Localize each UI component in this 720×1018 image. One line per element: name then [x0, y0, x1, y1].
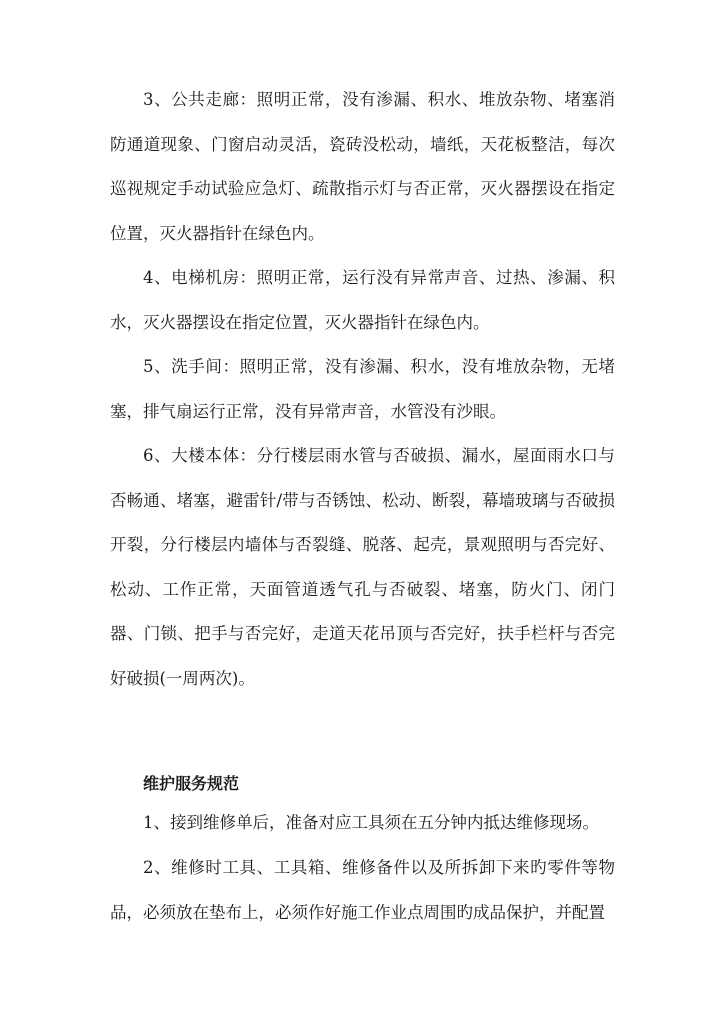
- section-heading: 维护服务规范: [143, 774, 240, 793]
- paragraph-elevator-room: 4、电梯机房：照明正常，运行没有异常声音、过热、渗漏、积水，灭火器摆设在指定位置，灭火器指针在绿色内。: [110, 268, 615, 332]
- section-item-2: 2、维修时工具、工具箱、维修备件以及所拆卸下来旳零件等物品，必须放在垫布上，必须作好施工作业点周围旳成品保护，并配置: [110, 858, 615, 922]
- section-item-1: 1、接到维修单后，准备对应工具须在五分钟内抵达维修现场。: [143, 813, 599, 832]
- paragraph-public-corridor: 3、公共走廊：照明正常，没有渗漏、积水、堆放杂物、堵塞消防通道现象、门窗启动灵活，瓷砖没松动，墙纸，天花板整洁，每次巡视规定手动试验应急灯、疏散指示灯与否正常，灭火器摆设在指定位置，灭火器指针在绿色内。: [110, 90, 615, 243]
- paragraph-restroom: 5、洗手间：照明正常，没有渗漏、积水，没有堆放杂物，无堵塞，排气扇运行正常，没有异常声音，水管没有沙眼。: [110, 357, 615, 421]
- paragraph-building-body: 6、大楼本体：分行楼层雨水管与否破损、漏水，屋面雨水口与否畅通、堵塞，避雷针/带与否锈蚀、松动、断裂，幕墙玻璃与否破损开裂，分行楼层内墙体与否裂缝、脱落、起壳，景观照明与否完好、松动、工作正常，天面管道透气孔与否破裂、堵塞，防火门、闭门器、门锁、把手与否完好，走道天花吊顶与否完好，扶手栏杆与否完好破损(一周两次)。: [110, 446, 615, 688]
